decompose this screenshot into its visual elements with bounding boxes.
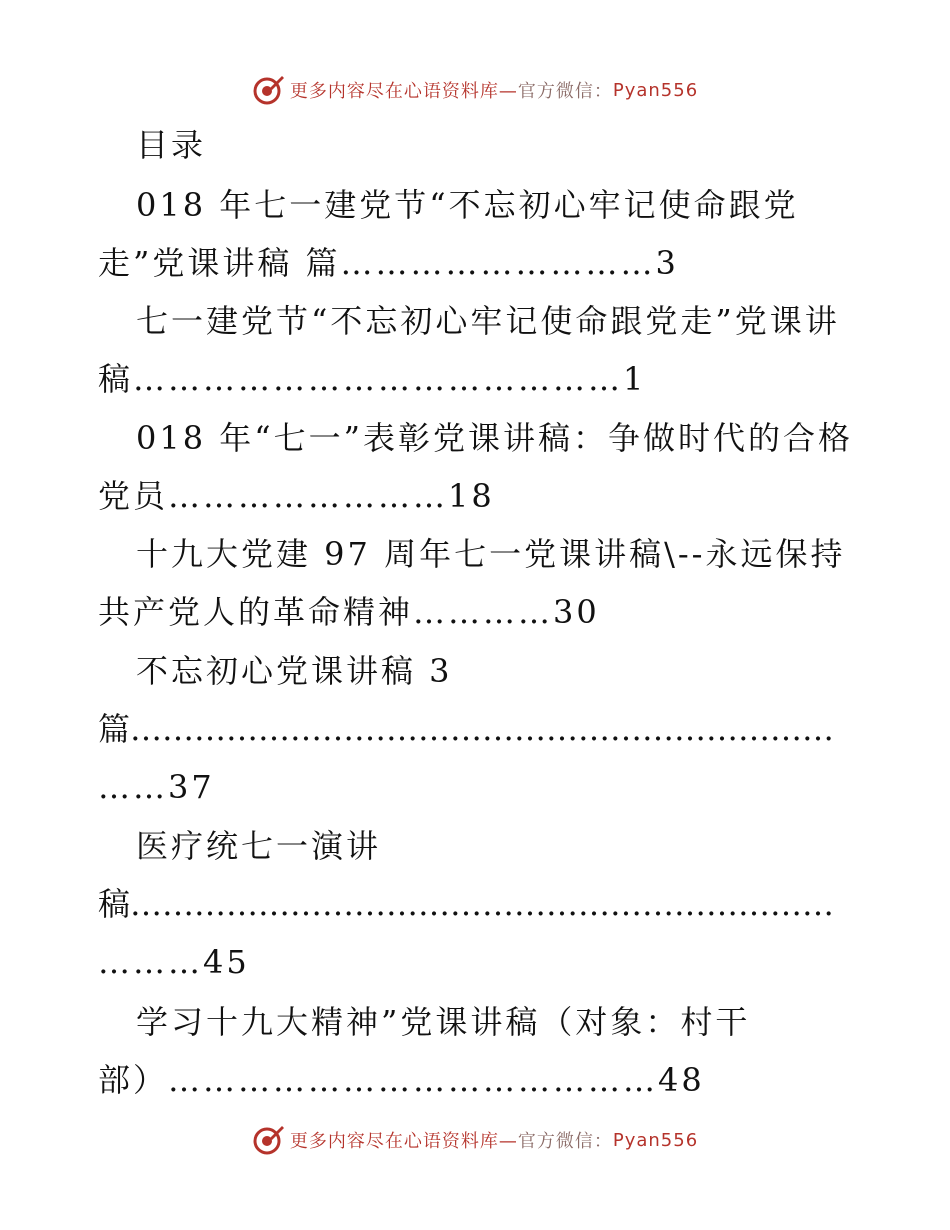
- toc-title: 目录: [136, 126, 207, 164]
- watermark-banner-bottom: [0, 1122, 950, 1158]
- wechat-label: 官方微信：: [517, 1131, 613, 1152]
- toc-entry-line: 十九大党建 97 周年七一党课讲稿\--永远保持: [136, 535, 846, 573]
- toc-entry-line: 党员……………………18: [98, 477, 495, 515]
- pen-logo-icon: [252, 73, 286, 107]
- toc-entry-line: ……37: [98, 768, 215, 806]
- watermark-text: 更多内容尽在心语资料库—: [289, 1131, 518, 1152]
- toc-entry-line: 稿……………………………………1: [98, 360, 647, 398]
- toc-entry-line: 稿…………………………………………………………: [98, 885, 835, 923]
- toc-entry-line: 018 年七一建党节“不忘初心牢记使命跟党: [136, 186, 799, 224]
- pen-logo-icon: [252, 1123, 286, 1157]
- toc-entry-line: 医疗统七一演讲: [136, 827, 382, 865]
- toc-entry-line: ………45: [98, 943, 250, 981]
- toc-entry-line: 学习十九大精神”党课讲稿（对象：村干: [136, 1003, 751, 1041]
- wechat-label: 官方微信：: [517, 81, 613, 102]
- toc-entry-line: 篇…………………………………………………………: [98, 710, 835, 748]
- watermark-text: 更多内容尽在心语资料库—: [289, 81, 518, 102]
- wechat-id: Pyan556: [612, 79, 699, 101]
- toc-entry-line: 共产党人的革命精神…………30: [98, 593, 600, 631]
- toc-entry-line: 部）……………………………………48: [98, 1061, 705, 1099]
- wechat-id: Pyan556: [612, 1129, 699, 1151]
- toc-entry-line: 不忘初心党课讲稿 3: [136, 652, 453, 690]
- watermark-banner-top: [0, 72, 950, 108]
- toc-entry-line: 七一建党节“不忘初心牢记使命跟党走”党课讲: [136, 302, 840, 340]
- toc-entry-line: 018 年“七一”表彰党课讲稿：争做时代的合格: [136, 419, 853, 457]
- toc-entry-line: 走”党课讲稿 篇………………………3: [98, 244, 679, 282]
